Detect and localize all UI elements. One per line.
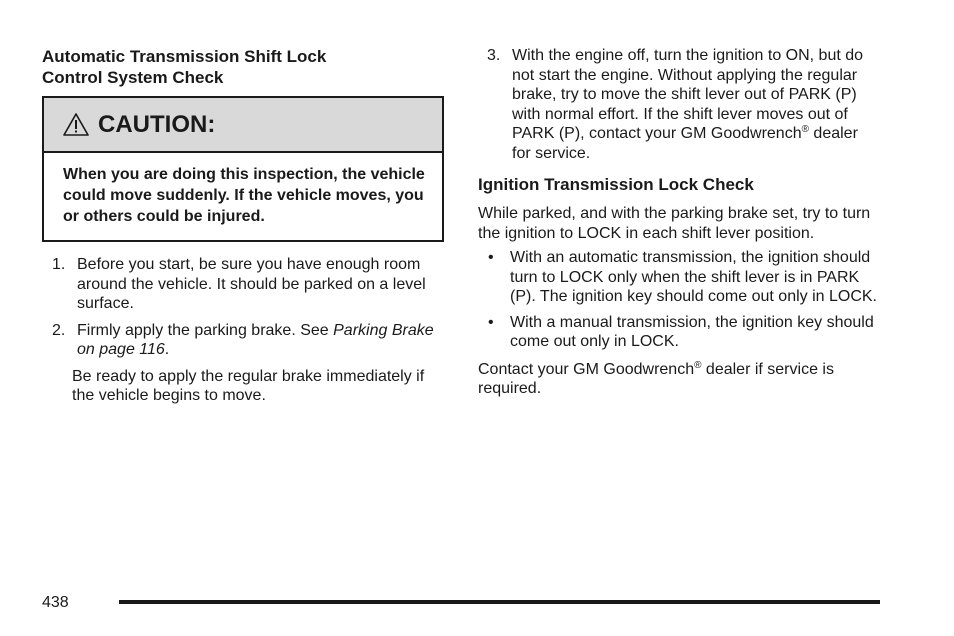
step-1: 1. Before you start, be sure you have enough room around the vehicle. It should be parked on a level surface. <box>52 256 426 312</box>
caution-box <box>42 96 444 242</box>
bullet-list <box>478 248 880 352</box>
right-column <box>478 46 880 399</box>
section-heading-ignition-lock: Ignition Transmission Lock Check <box>478 175 754 194</box>
warning-triangle-icon <box>63 113 89 136</box>
step-2: 2. Firmly apply the parking brake. See Parking Brake on page 116. <box>52 321 434 358</box>
left-column <box>42 46 444 406</box>
step-2-note: Be ready to apply the regular brake immediately if the vehicle begins to move. <box>72 367 425 404</box>
intro-paragraph: While parked, and with the parking brake set, try to turn the ignition to LOCK in each shift lever position. <box>478 205 871 242</box>
steps-list <box>42 255 444 360</box>
footer-rule <box>119 600 880 604</box>
contact-paragraph: Contact your GM Goodwrench® dealer if service is required. <box>478 359 834 397</box>
bullet-item: • With a manual transmission, the ignition key should come out only in LOCK. <box>488 313 874 350</box>
cross-reference-link[interactable]: Parking Brake on page 116 <box>77 321 434 358</box>
steps-list-continued <box>478 46 880 163</box>
page-number: 438 <box>42 594 69 611</box>
step-3: 3. With the engine off, turn the ignition to ON, but do not start the engine. Without applying the regular brake, try to move the shift lever out of PARK (P) with normal effort. If the shift lever moves out of PARK (P), contact your GM Goodwrench® dealer for service. <box>487 47 864 162</box>
bullet-item: • With an automatic transmission, the ignition should turn to LOCK only when the shift lever is in PARK (P). The ignition key should come out only in LOCK. <box>488 249 877 305</box>
caution-header <box>44 98 442 153</box>
caution-title: CAUTION: <box>98 110 216 138</box>
caution-text: When you are doing this inspection, the vehicle could move suddenly. If the vehicle moves, you or others could be injured. <box>63 166 425 225</box>
section-heading-shift-lock: Automatic Transmission Shift Lock Control System Check <box>42 47 327 87</box>
